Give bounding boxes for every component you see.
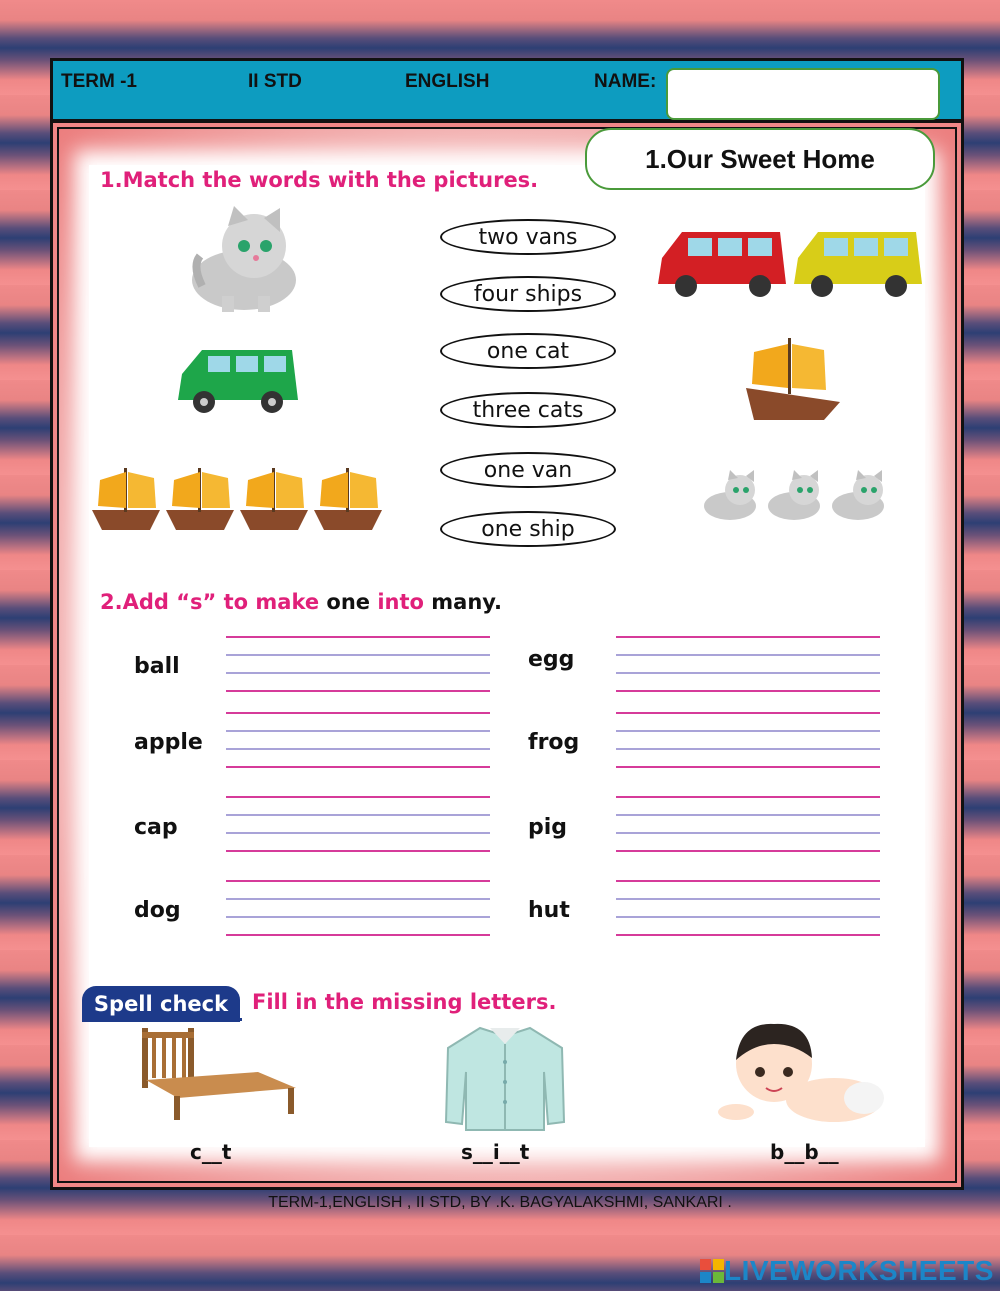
writing-line bbox=[616, 916, 880, 918]
option-three-cats[interactable]: three cats bbox=[440, 392, 616, 428]
word-apple: apple bbox=[134, 730, 203, 755]
shirt-picture[interactable] bbox=[440, 1022, 570, 1134]
writing-line bbox=[226, 672, 490, 674]
writing-line bbox=[616, 766, 880, 768]
liveworksheets-logo-icon bbox=[700, 1259, 724, 1283]
writing-line bbox=[226, 690, 490, 692]
writing-line bbox=[226, 796, 490, 798]
three-cats-picture[interactable] bbox=[696, 470, 890, 528]
one-ship-picture[interactable] bbox=[744, 332, 842, 422]
writing-lines-dog[interactable] bbox=[226, 880, 490, 936]
writing-lines-ball[interactable] bbox=[226, 636, 490, 692]
page-title: 1.Our Sweet Home bbox=[585, 128, 935, 190]
writing-lines-pig[interactable] bbox=[616, 796, 880, 852]
writing-line bbox=[616, 850, 880, 852]
writing-line bbox=[226, 654, 490, 656]
option-four-ships[interactable]: four ships bbox=[440, 276, 616, 312]
option-one-cat[interactable]: one cat bbox=[440, 333, 616, 369]
green-van-picture[interactable] bbox=[172, 344, 302, 416]
two-vans-picture[interactable] bbox=[656, 226, 924, 300]
writing-line bbox=[616, 796, 880, 798]
subject-label: ENGLISH bbox=[405, 71, 490, 92]
spell-check-underline bbox=[82, 1018, 242, 1021]
writing-line bbox=[616, 690, 880, 692]
writing-line bbox=[616, 934, 880, 936]
writing-lines-cap[interactable] bbox=[226, 796, 490, 852]
term-label: TERM -1 bbox=[61, 71, 137, 92]
cat-picture[interactable] bbox=[172, 206, 310, 316]
writing-line bbox=[616, 832, 880, 834]
writing-line bbox=[616, 898, 880, 900]
q1-heading: 1.Match the words with the pictures. bbox=[100, 168, 539, 192]
blank-baby[interactable]: b__b__ bbox=[770, 1140, 839, 1164]
option-two-vans[interactable]: two vans bbox=[440, 219, 616, 255]
baby-picture[interactable] bbox=[714, 1014, 894, 1132]
footer-credit: TERM-1,ENGLISH , II STD, BY .K. BAGYALAKSHMI, SANKARI . bbox=[268, 1194, 732, 1211]
name-input[interactable] bbox=[666, 68, 940, 120]
bed-picture[interactable] bbox=[138, 1028, 300, 1120]
writing-line bbox=[226, 880, 490, 882]
writing-line bbox=[226, 934, 490, 936]
writing-line bbox=[226, 850, 490, 852]
word-frog: frog bbox=[528, 730, 580, 755]
writing-line bbox=[616, 730, 880, 732]
writing-line bbox=[226, 898, 490, 900]
writing-line bbox=[226, 712, 490, 714]
spell-instruction: Fill in the missing letters. bbox=[252, 990, 557, 1014]
option-one-van[interactable]: one van bbox=[440, 452, 616, 488]
writing-lines-egg[interactable] bbox=[616, 636, 880, 692]
writing-line bbox=[226, 916, 490, 918]
writing-line bbox=[616, 636, 880, 638]
writing-line bbox=[226, 814, 490, 816]
word-cap: cap bbox=[134, 815, 178, 840]
word-hut: hut bbox=[528, 898, 570, 923]
option-one-ship[interactable]: one ship bbox=[440, 511, 616, 547]
blank-cat[interactable]: c__t bbox=[190, 1140, 232, 1164]
writing-line bbox=[616, 814, 880, 816]
writing-line bbox=[226, 766, 490, 768]
writing-line bbox=[616, 748, 880, 750]
header-bar bbox=[53, 61, 961, 123]
writing-lines-hut[interactable] bbox=[616, 880, 880, 936]
word-pig: pig bbox=[528, 815, 568, 840]
writing-line bbox=[616, 712, 880, 714]
name-label: NAME: bbox=[594, 71, 657, 92]
writing-line bbox=[616, 672, 880, 674]
spell-check-tab: Spell check bbox=[82, 986, 240, 1022]
writing-line bbox=[226, 730, 490, 732]
word-dog: dog bbox=[134, 898, 181, 923]
word-egg: egg bbox=[528, 647, 575, 672]
writing-line bbox=[616, 880, 880, 882]
writing-line bbox=[226, 832, 490, 834]
writing-line bbox=[616, 654, 880, 656]
writing-line bbox=[226, 748, 490, 750]
writing-line bbox=[226, 636, 490, 638]
q2-heading: 2.Add “s” to make one into many. bbox=[100, 590, 503, 614]
word-ball: ball bbox=[134, 654, 180, 679]
std-label: II STD bbox=[248, 71, 302, 92]
brand-name: LIVEWORKSHEETS bbox=[724, 1255, 994, 1286]
brand-logo bbox=[700, 1255, 994, 1287]
blank-shirt[interactable]: s__i__t bbox=[461, 1140, 530, 1164]
writing-lines-frog[interactable] bbox=[616, 712, 880, 768]
four-ships-picture[interactable] bbox=[90, 458, 390, 534]
writing-lines-apple[interactable] bbox=[226, 712, 490, 768]
